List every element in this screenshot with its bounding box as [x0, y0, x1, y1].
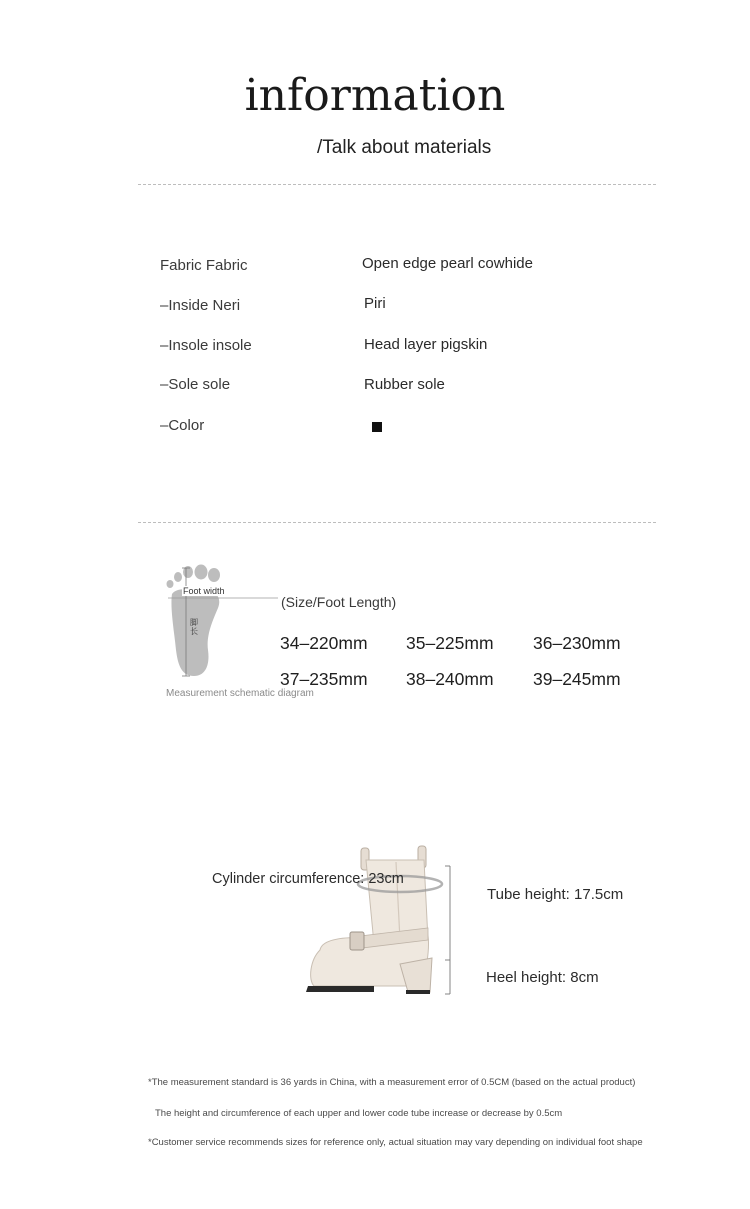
size-caption: (Size/Foot Length) — [281, 594, 397, 610]
divider-middle — [138, 522, 656, 523]
foot-width-label: Foot width — [183, 586, 225, 596]
spec-label-insole: –Insole insole — [160, 337, 252, 354]
size-cell: 39–245mm — [533, 669, 621, 689]
cylinder-circumference-label: Cylinder circumference: 23cm — [212, 871, 404, 887]
note-size-reference: *Customer service recommends sizes for reference only, actual situation may vary depending on individual foot shape — [148, 1137, 643, 1148]
foot-length-label: 脚长 — [190, 618, 198, 636]
note-tube-increase: The height and circumference of each upper and lower code tube increase or decrease by 0.5cm — [155, 1108, 563, 1119]
spec-value-inside: Piri — [364, 295, 386, 312]
size-cell: 38–240mm — [406, 669, 494, 689]
divider-top — [138, 184, 656, 185]
size-cell: 37–235mm — [280, 669, 368, 689]
foot-diagram — [160, 560, 280, 685]
spec-label-inside: –Inside Neri — [160, 297, 241, 314]
boot-image-icon — [300, 840, 460, 1000]
spec-label-color: –Color — [160, 417, 205, 434]
heel-height-label: Heel height: 8cm — [486, 969, 599, 986]
size-cell: 34–220mm — [280, 633, 368, 653]
page-subtitle: /Talk about materials — [317, 137, 492, 158]
spec-value-insole: Head layer pigskin — [364, 336, 488, 353]
note-measurement-standard: *The measurement standard is 36 yards in China, with a measurement error of 0.5CM (based on the actual product) — [148, 1077, 636, 1088]
size-cell: 35–225mm — [406, 633, 494, 653]
spec-label-sole: –Sole sole — [160, 376, 231, 393]
spec-value-sole: Rubber sole — [364, 376, 445, 393]
page-title: information — [244, 70, 506, 121]
color-swatch-black — [372, 422, 382, 432]
size-cell: 36–230mm — [533, 633, 621, 653]
foot-outline-icon — [160, 560, 280, 685]
boot-illustration — [300, 840, 460, 1000]
spec-label-fabric: Fabric Fabric — [160, 257, 248, 274]
spec-value-fabric: Open edge pearl cowhide — [362, 255, 533, 272]
tube-height-label: Tube height: 17.5cm — [487, 886, 624, 903]
measure-caption: Measurement schematic diagram — [166, 688, 314, 699]
